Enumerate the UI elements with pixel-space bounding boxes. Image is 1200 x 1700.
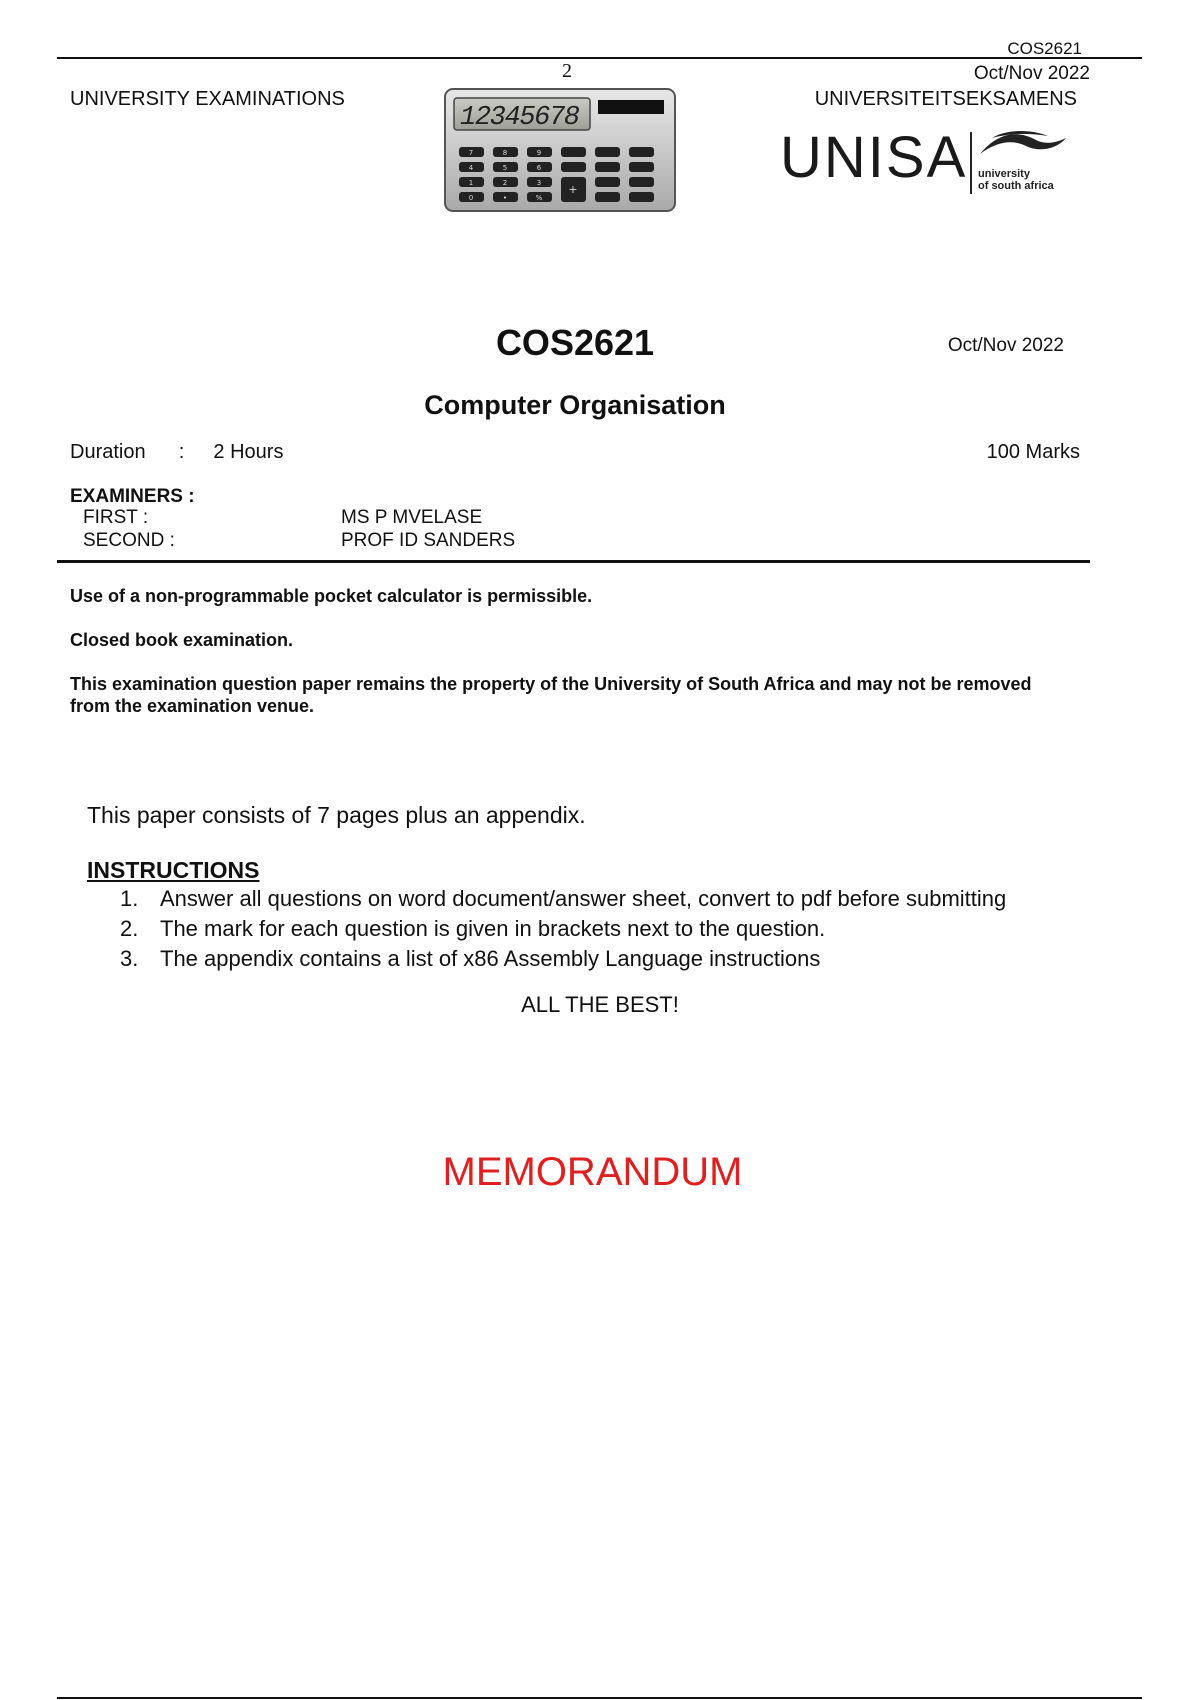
duration-line	[70, 441, 283, 464]
course-code-title: COS2621	[495, 322, 655, 363]
instructions-heading: INSTRUCTIONS	[87, 857, 260, 883]
examiners-heading: EXAMINERS :	[70, 486, 195, 507]
instructions-list	[120, 884, 1006, 974]
instruction-item	[120, 914, 1006, 944]
property-rule: This examination question paper remains the property of the University of South Africa and may not be removed from the examination venue.	[70, 674, 1032, 716]
svg-text:7: 7	[468, 149, 474, 157]
instruction-text: The appendix contains a list of x86 Assembly Language instructions	[160, 946, 821, 971]
closed-book-rule: Closed book examination.	[70, 630, 294, 650]
instruction-number: 1.	[120, 886, 139, 911]
header-course-code: COS2621	[1007, 39, 1082, 58]
wave-icon	[978, 128, 1068, 158]
page-number: 2	[562, 60, 572, 82]
svg-text:0: 0	[468, 194, 474, 202]
svg-text:2: 2	[502, 179, 508, 187]
svg-text:6: 6	[536, 164, 542, 172]
svg-text:1: 1	[468, 179, 474, 187]
logo-divider	[970, 132, 972, 194]
exam-date: Oct/Nov 2022	[947, 335, 1064, 356]
memorandum-stamp: MEMORANDUM	[442, 1150, 743, 1194]
university-examinations-heading: UNIVERSITY EXAMINATIONS	[70, 88, 345, 110]
duration-separator: :	[178, 441, 185, 463]
calculator-icon	[444, 88, 676, 212]
closing-message: ALL THE BEST!	[521, 992, 679, 1017]
svg-text:3: 3	[536, 179, 542, 187]
svg-text:9: 9	[536, 149, 542, 157]
instruction-number: 3.	[120, 946, 139, 971]
logo-tagline-2: of south africa	[978, 180, 1054, 192]
svg-text:+: +	[568, 183, 578, 196]
calculator-rule: Use of a non-programmable pocket calculator is permissible.	[70, 586, 593, 606]
instruction-text: The mark for each question is given in brackets next to the question.	[160, 916, 826, 941]
svg-text:5: 5	[502, 164, 508, 172]
universiteitseksamens-heading: UNIVERSITEITSEKSAMENS	[814, 88, 1077, 110]
logo-tagline-1: university	[978, 168, 1030, 180]
instruction-text: Answer all questions on word document/answer sheet, convert to pdf before submitting	[160, 886, 1007, 911]
unisa-logo	[780, 125, 1070, 198]
instruction-number: 2.	[120, 916, 139, 941]
header-date: Oct/Nov 2022	[973, 63, 1090, 84]
header-rule	[57, 57, 1142, 59]
total-marks: 100 Marks	[986, 441, 1080, 463]
first-examiner-label: FIRST :	[83, 507, 149, 528]
page-count-statement: This paper consists of 7 pages plus an appendix.	[87, 802, 586, 828]
second-examiner-name: PROF ID SANDERS	[341, 530, 516, 551]
duration-value: 2 Hours	[213, 441, 284, 463]
instruction-item	[120, 944, 1006, 974]
calculator-display: 12345678	[460, 103, 580, 133]
second-examiner-label: SECOND :	[83, 530, 175, 551]
first-examiner-name: MS P MVELASE	[341, 507, 483, 528]
course-name: Computer Organisation	[424, 390, 726, 420]
calculator-image	[444, 88, 676, 212]
svg-text:%: %	[535, 194, 543, 202]
footer-rule	[57, 1697, 1142, 1699]
svg-text:4: 4	[468, 164, 474, 172]
instruction-item	[120, 884, 1006, 914]
unisa-logo-text: UNISA	[780, 125, 968, 190]
svg-text:8: 8	[502, 149, 508, 157]
section-rule	[57, 560, 1090, 563]
duration-label: Duration	[70, 441, 146, 463]
svg-text:•: •	[502, 194, 508, 202]
